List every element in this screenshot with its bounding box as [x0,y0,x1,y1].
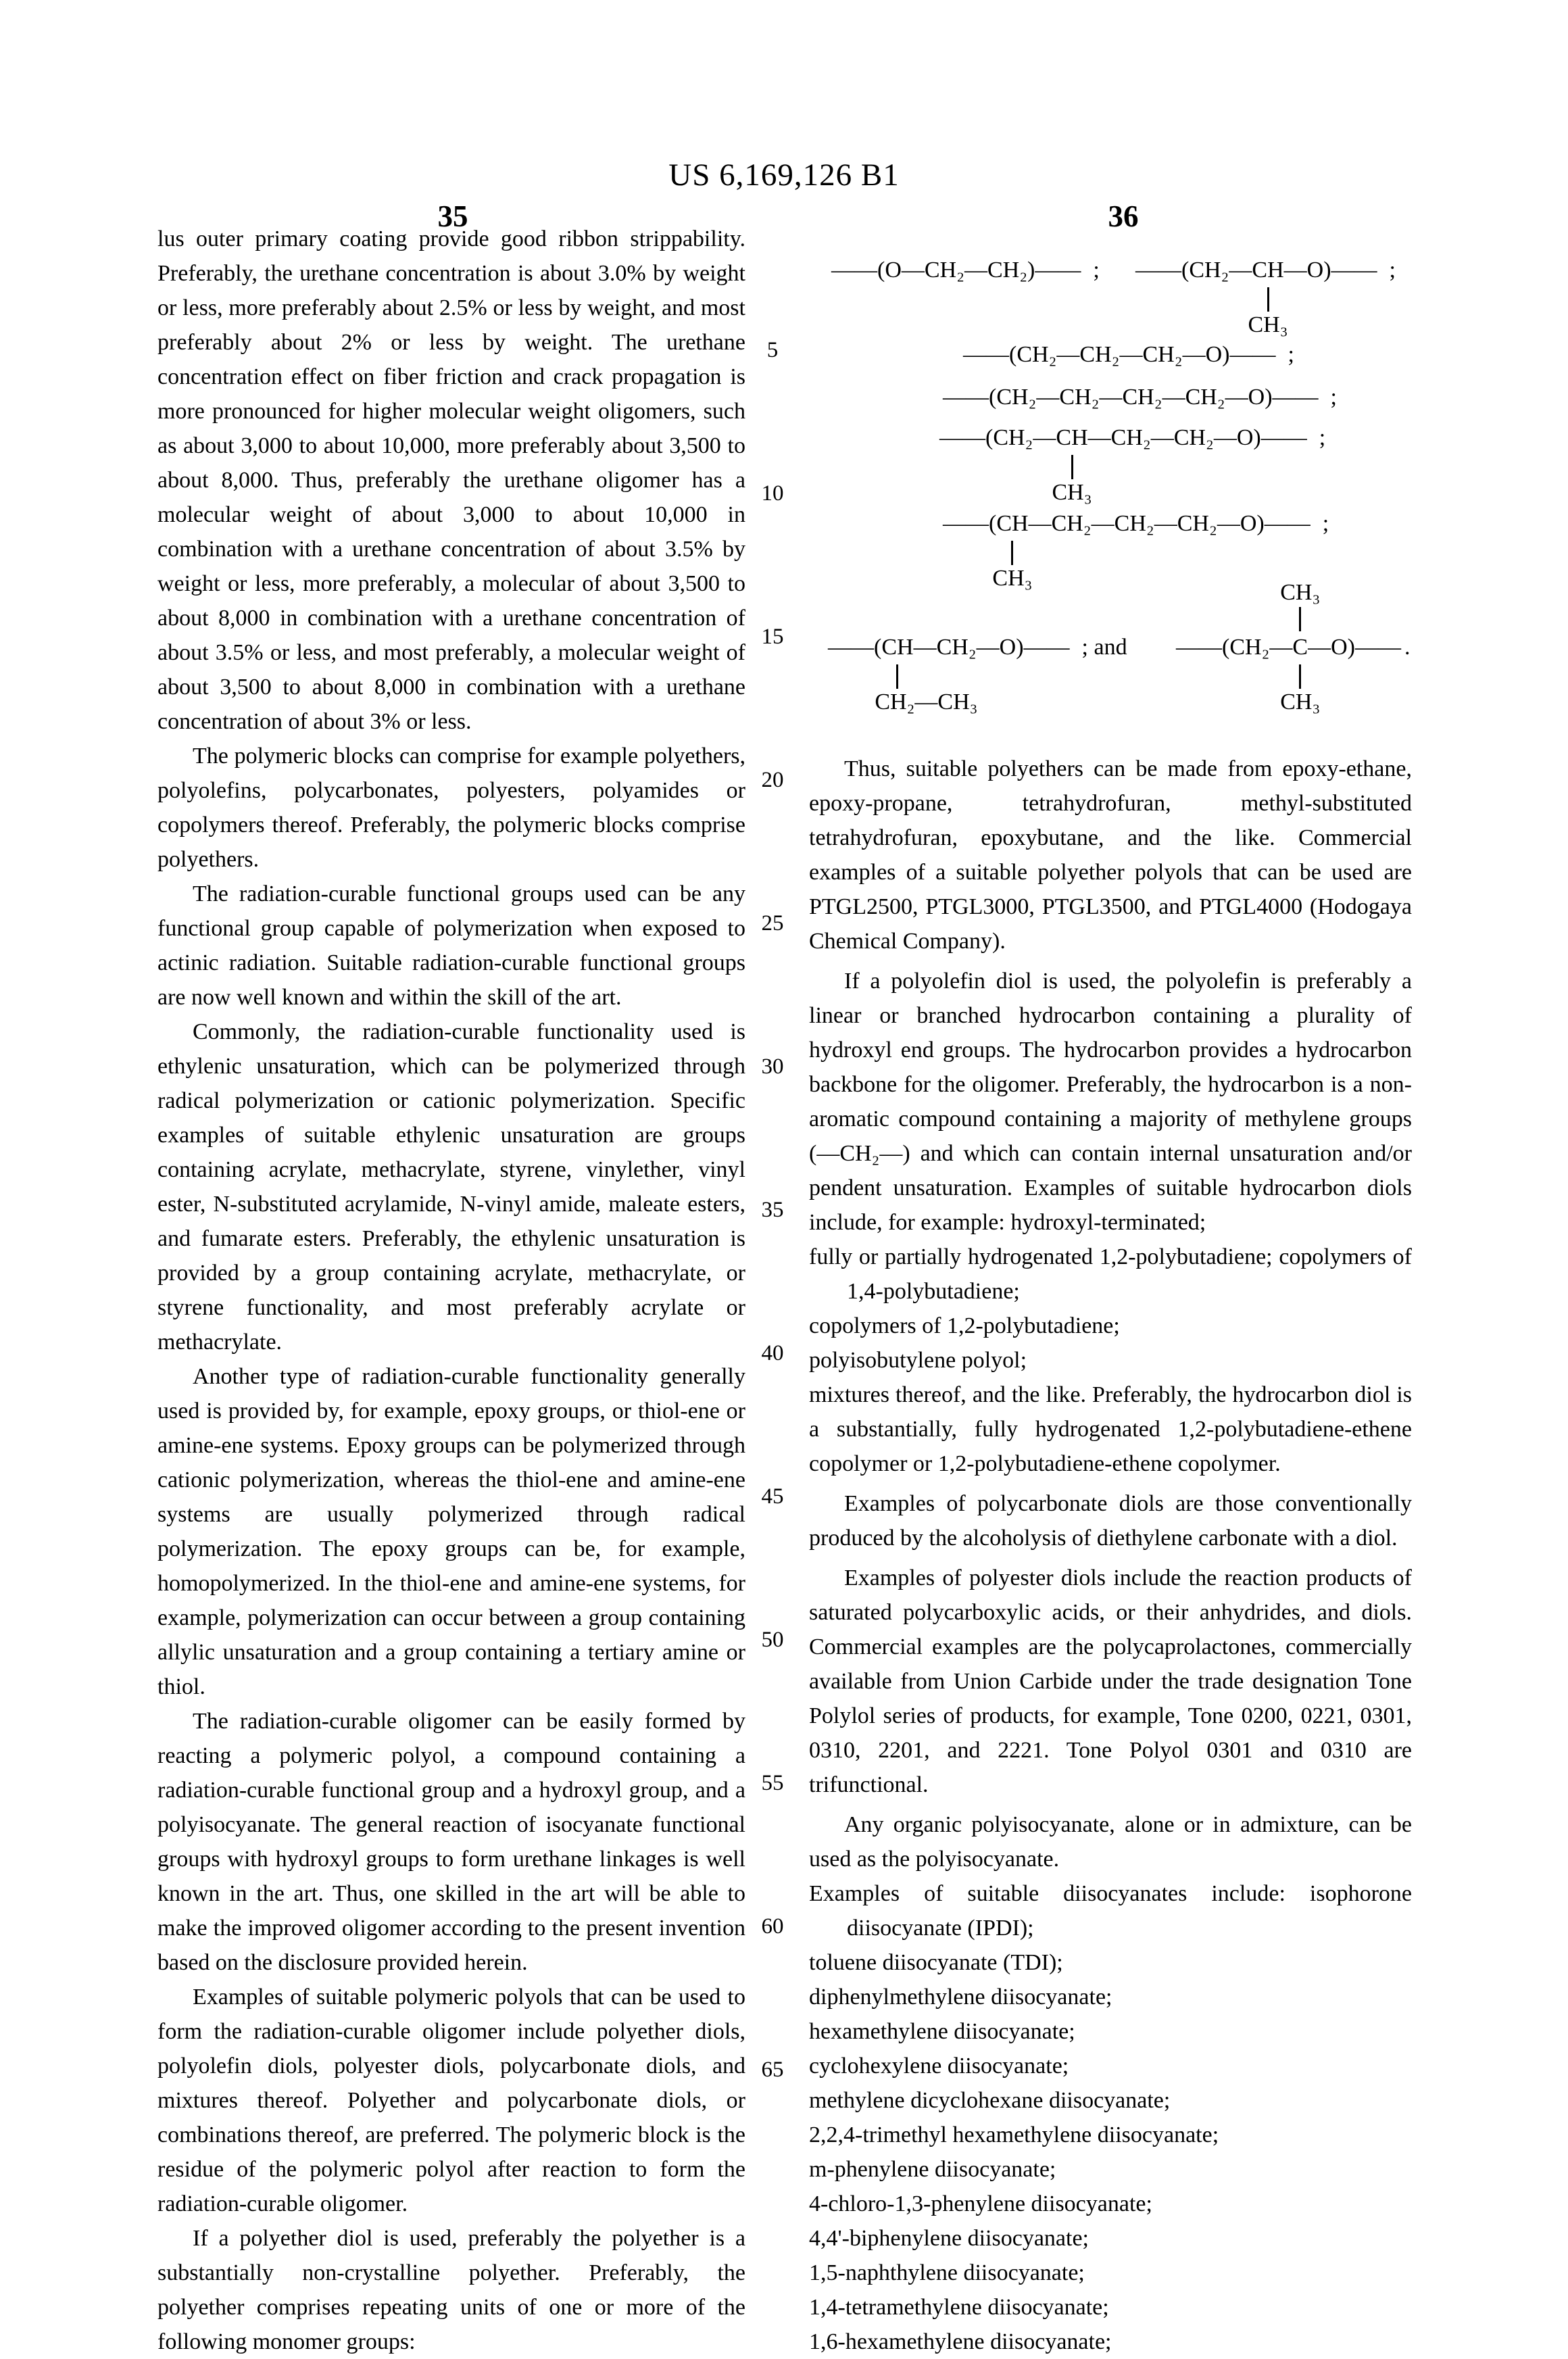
formula-main [939,425,1326,505]
vertical-bond-icon [1267,287,1269,312]
formula-text: ——(CH₂— [939,425,1056,450]
branch-point [1280,580,1321,714]
formula-text: —O)—— [1308,635,1401,660]
formula-text: ——(O—CH₂—CH₂)—— [831,258,1081,283]
formula-text: ——(CH₂—CH₂—CH₂—CH₂—O)—— [943,385,1319,410]
line-number-gutter [746,0,799,2304]
line-number: 60 [761,1914,784,1939]
paragraph: If a polyolefin diol is used, the polyolefin is preferably a linear or branched hydrocarbon containing a plurality of hydroxyl end groups. The hydrocarbon provides a hydrocarbon backbone for the oligomer. Preferably, the hydrocarbon is a non-aromatic compound containing a majority of methylene groups (—CH₂—) and which can contain internal unsaturation and/or pendent unsaturation. Examples of suitable hydrocarbon diols include, for example: hydroxyl-terminated; [809,969,1412,1235]
chemical-formulas [804,237,1568,757]
branch-point [875,634,978,714]
column-number-left: 35 [437,199,468,233]
line-number: 45 [761,1484,784,1509]
formula-text: ——(CH₂— [1135,258,1252,283]
formula-punctuation: ; [1288,342,1294,367]
formula-methyl-tetramethylene [939,424,1326,505]
formula-punctuation: ; [1093,258,1100,283]
line-number: 20 [761,768,784,792]
branch-label: CH₂—CH₃ [875,689,978,714]
line-number: 25 [761,911,784,935]
list-item: polyisobutylene polyol; [809,1348,1027,1373]
paragraph: The radiation-curable functional groups used can be any functional group capable of polymerization when exposed to actinic radiation. Suitable radiation-curable functional groups are now well known and within the skill of the art. [157,881,745,1010]
formula-text: —O)—— [1283,258,1377,283]
line-number: 65 [761,2058,784,2082]
formula-oxytetramethylene [943,384,1337,412]
paragraph: The radiation-curable oligomer can be easily formed by reacting a polymeric polyol, a compound containing a radiation-curable functional group and a hydroxyl group, and a polyisocyanate. The general reaction of isocyanate functional groups with hydroxyl groups to form urethane linkages is well known in the art. Thus, one skilled in the art will be able to make the improved oligomer according to the present invention based on the disclosure provided herein. [157,1709,745,1975]
branch-atom: CH [881,635,914,660]
list-item: copolymers of 1,2-polybutadiene; [809,1313,1120,1338]
paragraph: Examples of polyester diols include the reaction products of saturated polycarboxylic acids, or their anhydrides, and diols. Commercial examples are the polycaprolactones, commercially available from Union Carbide under the trade designation Tone Polylol series of products, for example, Tone 0200, 0221, 0301, 0310, 2201, and 2221. Tone Polyol 0301 and 0310 are trifunctional. [809,1565,1412,1797]
formula-main [828,635,1127,714]
line-number: 35 [761,1198,784,1222]
formula-punctuation: . [1404,635,1411,660]
paragraph: Thus, suitable polyethers can be made from epoxy-ethane, epoxy-propane, tetrahydrofuran, methyl-substituted tetrahydrofuran, epoxybutane, and the like. Commercial examples of a suitable polyether polyols that can be used are PTGL2500, PTGL3000, PTGL3500, and PTGL4000 (Hodogaya Chemical Company). [809,756,1412,954]
right-column [809,752,1412,2359]
line-number: 40 [761,1341,784,1365]
paragraph: lus outer primary coating provide good ribbon strippability. Preferably, the urethane concentration is about 3.0% by weight or less, more preferably about 2.5% or less by weight, and most preferably about 2% or less by weight. The urethane concentration effect on fiber friction and crack propagation is more pronounced for higher molecular weight oligomers, such as about 3,000 to about 10,000, more preferably about 3,500 to about 8,000. Thus, preferably the urethane oligomer has a molecular weight of about 3,000 to about 10,000 in combination with a urethane concentration of about 3.5% by weight or less, more preferably, a molecular of about 3,500 to about 8,000 in combination with a urethane concentration of about 3.5% or less, and most preferably, a molecular weight of about 3,500 to about 8,000 in combination with a urethane concentration of about 3% or less. [157,226,745,734]
line-number: 10 [761,481,784,506]
vertical-bond-icon [1071,455,1073,479]
formula-text: ——( [943,511,997,536]
formula-punctuation: ; [1330,385,1337,410]
formula-main [943,511,1329,591]
left-column [157,222,745,2359]
branch-label: CH₃ [1280,580,1321,605]
line-number: 15 [761,625,784,649]
formula-main [943,385,1337,410]
formula-text: ——(CH₂—CH₂—CH₂—O)—— [963,342,1276,367]
paragraph: Examples of polycarbonate diols are those conventionally produced by the alcoholysis of diethylene carbonate with a diol. [809,1491,1412,1551]
branch-point [1248,257,1288,337]
formula-punctuation: ; and [1081,635,1127,660]
list-item: hexamethylene diisocyanate; [809,2019,1075,2044]
formula-dimethyl-ethyleneoxy [1176,580,1411,714]
list-item: toluene diisocyanate (TDI); [809,1950,1063,1975]
list-item: cyclohexylene diisocyanate; [809,2053,1069,2078]
formula-punctuation: ; [1322,511,1329,536]
formula-text: —CH₂—CH₂—CH₂—O)—— [1028,511,1310,536]
line-number: 50 [761,1628,784,1652]
vertical-bond-icon [896,664,898,689]
list-item: methylene dicyclohexane diisocyanate; [809,2088,1171,2113]
line-number: 30 [761,1054,784,1079]
list-item: m-phenylene diisocyanate; [809,2157,1056,2182]
branch-atom: CH [996,511,1029,536]
branch-atom: CH [1056,425,1088,450]
line-number: 5 [766,338,779,362]
list-item: 2,2,4-trimethyl hexamethylene diisocyanate; [809,2122,1219,2147]
branch-point [992,510,1033,591]
list-item: diphenylmethylene diisocyanate; [809,1985,1112,2010]
list-item: 1,6-hexamethylene diisocyanate; [809,2329,1112,2354]
vertical-bond-icon [1299,664,1301,689]
paragraph: Examples of suitable polymeric polyols that can be used to form the radiation-curable oligomer include polyether diols, polyolefin diols, polyester diols, polycarbonate diols, and mixtures thereof. Polyether and polycarbonate diols, or combinations thereof, are preferred. The polymeric block is the residue of the polymeric polyol after reaction to form the radiation-curable oligomer. [157,1985,745,2216]
list-item: 1,5-naphthylene diisocyanate; [809,2260,1085,2285]
paragraph: mixtures thereof, and the like. Preferably, the hydrocarbon diol is a substantially, fully hydrogenated 1,2-polybutadiene-ethene copolymer or 1,2-polybutadiene-ethene copolymer. [809,1382,1412,1476]
branch-label: CH₃ [1052,480,1092,505]
formula-main [1135,258,1396,337]
vertical-bond-icon [1011,541,1013,565]
formula-text: —CH₂—O)—— [913,635,1070,660]
paragraph: The polymeric blocks can comprise for example polyethers, polyolefins, polycarbonates, polyesters, polyamides or copolymers thereof. Preferably, the polymeric blocks comprise polyethers. [157,744,745,872]
vertical-bond-icon [1299,607,1301,631]
branch-atom: CH [1252,258,1284,283]
formula-oxypropylene [1135,257,1396,337]
patent-number: US 6,169,126 B1 [668,157,900,193]
branch-atom: C [1292,635,1308,660]
branch-point [1052,424,1092,505]
formula-punctuation: ; [1319,425,1326,450]
branch-label: CH₃ [992,566,1033,591]
list-item: 4,4'-biphenylene diisocyanate; [809,2226,1089,2251]
formula-oxyethylene [831,257,1100,285]
list-item: 1,4-tetramethylene diisocyanate; [809,2295,1109,2320]
list-item: 4-chloro-1,3-phenylene diisocyanate; [809,2191,1152,2216]
paragraph: Examples of suitable diisocyanates include: isophorone diisocyanate (IPDI); [809,1881,1412,1941]
branch-label: CH₃ [1248,312,1288,337]
paragraph: Another type of radiation-curable functionality generally used is provided by, for example, epoxy groups, or thiol-ene or amine-ene systems. Epoxy groups can be polymerized through cationic polymerization, whereas the thiol-ene and amine-ene systems are usually polymerized through radical polymerization. The epoxy groups can be, for example, homopolymerized. In the thiol-ene and amine-ene systems, for example, polymerization can occur between a group containing allylic unsaturation and a group containing a tertiary amine or thiol. [157,1364,745,1699]
formula-methyl-tetramethylene-2 [943,510,1329,591]
formula-main [1176,580,1411,714]
paragraph: Commonly, the radiation-curable functionality used is ethylenic unsaturation, which can be polymerized through radical polymerization or cationic polymerization. Specific examples of suitable ethylenic unsaturation are groups containing acrylate, methacrylate, styrene, vinylether, vinyl ester, N-substituted acrylamide, N-vinyl amide, maleate esters, and fumarate esters. Preferably, the ethylenic unsaturation is provided by a group containing acrylate, methacrylate, or styrene functionality, and most preferably acrylate or methacrylate. [157,1019,745,1355]
formula-text: —CH₂—CH₂—O)—— [1087,425,1307,450]
formula-main [831,258,1100,283]
formula-text: ——(CH₂— [1176,635,1293,660]
formula-ethyl-ethyleneoxy [828,634,1127,714]
formula-punctuation: ; [1389,258,1396,283]
paragraph: fully or partially hydrogenated 1,2-polybutadiene; copolymers of 1,4-polybutadiene; [809,1244,1412,1304]
column-number-right: 36 [1108,199,1139,233]
paragraph: Any organic polyisocyanate, alone or in admixture, can be used as the polyisocyanate. [809,1812,1412,1872]
branch-label: CH₃ [1280,689,1321,714]
paragraph: If a polyether diol is used, preferably the polyether is a substantially non-crystalline polyether. Preferably, the polyether comprises repeating units of one or more of the following monomer groups: [157,2226,745,2354]
formula-text: ——( [828,635,882,660]
line-number: 55 [761,1771,784,1795]
formula-main [963,342,1294,367]
formula-oxytrimethylene [963,341,1294,369]
